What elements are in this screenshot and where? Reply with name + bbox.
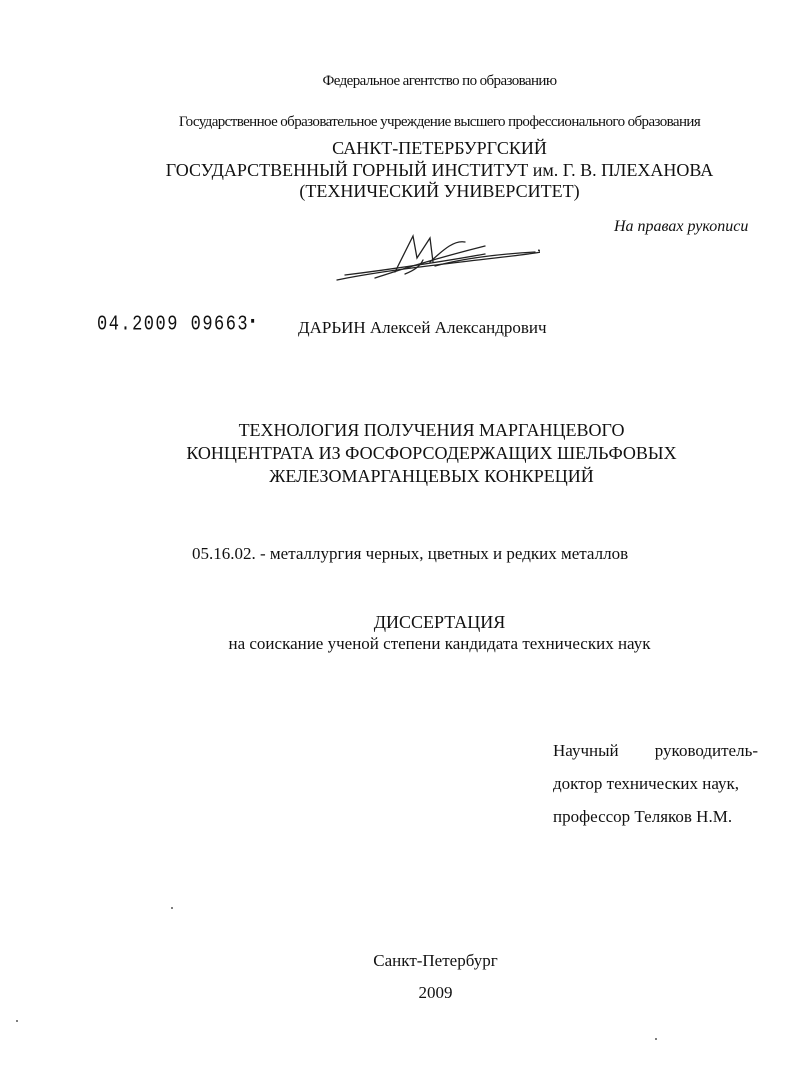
thesis-title-line-2: КОНЦЕНТРАТА ИЗ ФОСФОРСОДЕРЖАЩИХ ШЕЛЬФОВЫХ (186, 443, 677, 463)
scan-speck (171, 907, 173, 909)
author-name: ДАРЬИН Алексей Александрович (298, 318, 547, 337)
scan-speck (655, 1038, 657, 1040)
year: 2009 (418, 983, 453, 1002)
advisor-title-line-1 (553, 741, 758, 761)
specialty-code: 05.16.02. - металлургия черных, цветных и редких металлов (192, 544, 629, 563)
agency-name: Федеральное агентство по образованию (322, 73, 557, 89)
advisor-label-left: Научный (553, 741, 619, 760)
registration-number (97, 313, 258, 337)
stamp-mark: ▪ (249, 313, 258, 331)
registration-number-text: 04.2009 09663 (97, 313, 250, 337)
advisor-label-right: руководитель- (654, 741, 758, 760)
institution-type: Государственное образовательное учреждение высшего профессионального образования (178, 114, 701, 130)
author-signature (335, 228, 540, 288)
thesis-title-line-3: ЖЕЛЕЗОМАРГАНЦЕВЫХ КОНКРЕЦИЙ (269, 466, 594, 486)
university-name-line-3: (ТЕХНИЧЕСКИЙ УНИВЕРСИТЕТ) (299, 181, 580, 201)
thesis-title-line-1: ТЕХНОЛОГИЯ ПОЛУЧЕНИЯ МАРГАНЦЕВОГО (238, 420, 625, 440)
document-type: ДИССЕРТАЦИЯ (373, 612, 506, 632)
advisor-degree: доктор технических наук, (553, 774, 740, 793)
advisor-name: профессор Теляков Н.М. (553, 807, 733, 826)
degree-description: на соискание ученой степени кандидата технических наук (228, 634, 651, 653)
scan-speck (16, 1020, 18, 1022)
city: Санкт-Петербург (373, 951, 498, 970)
manuscript-note: На правах рукописи (614, 218, 749, 235)
university-name-line-2: ГОСУДАРСТВЕННЫЙ ГОРНЫЙ ИНСТИТУТ им. Г. В. ПЛЕХАНОВА (165, 160, 714, 180)
university-name-line-1: САНКТ-ПЕТЕРБУРГСКИЙ (332, 138, 547, 158)
